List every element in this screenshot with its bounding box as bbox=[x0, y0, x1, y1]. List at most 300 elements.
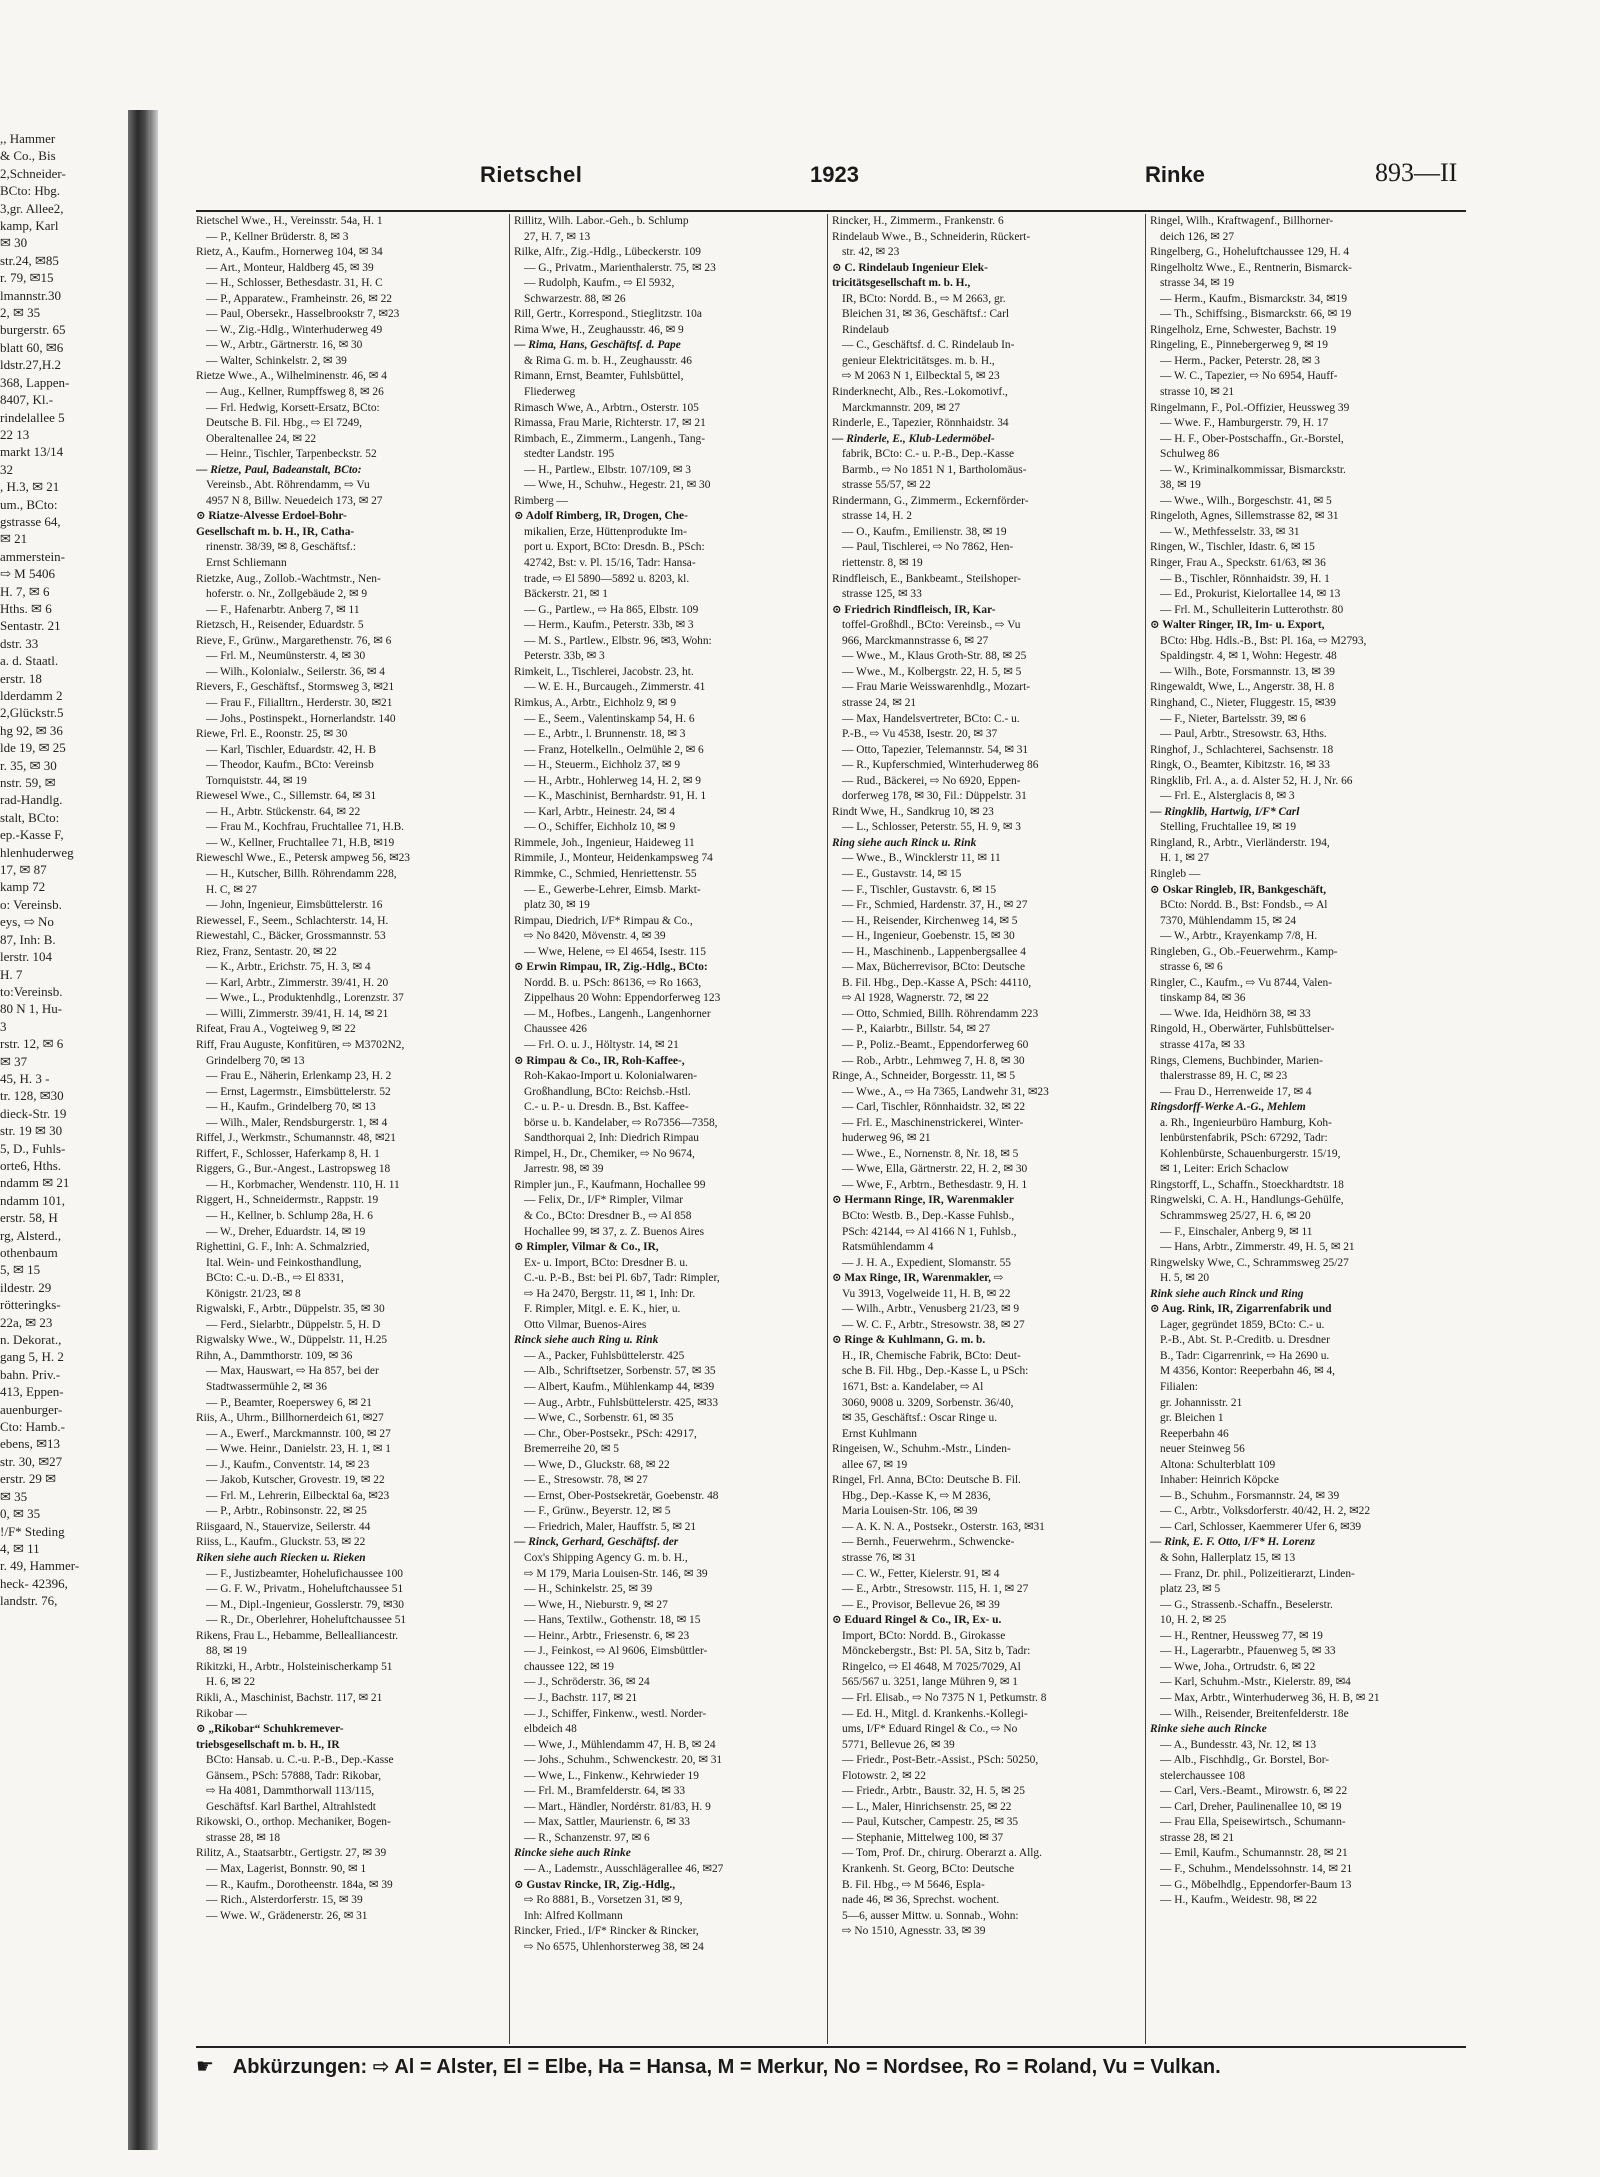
directory-entry-line: Rillitz, Wilh. Labor.-Geh., b. Schlump bbox=[514, 215, 689, 227]
directory-entry-line: ⊙ Gustav Rincke, IR, Zig.-Hdlg., bbox=[514, 1878, 676, 1891]
directory-entry-line: str. 42, ✉ 23 bbox=[842, 246, 900, 259]
directory-entry-line: — F., Tischler, Gustavstr. 6, ✉ 15 bbox=[842, 883, 997, 896]
directory-entry-line: Kohlenbürste, Schauenburgerstr. 15/19, bbox=[1160, 1147, 1341, 1160]
directory-entry-line: P.-B., Abt. St. P.-Creditb. u. Dresdner bbox=[1160, 1334, 1330, 1347]
previous-page-line-fragment: erstr. 29 ✉ bbox=[0, 1471, 57, 1487]
directory-entry-line: — Aug., Kellner, Rumpffsweg 8, ✉ 26 bbox=[206, 386, 384, 399]
directory-entry-line: — Rinderle, E., Klub-Ledermöbel- bbox=[832, 432, 995, 445]
directory-entry-line: — Frl. O. u. J., Höltystr. 14, ✉ 21 bbox=[524, 1038, 679, 1051]
directory-entry-line: — Frl. E., Maschinenstrickerei, Winter- bbox=[842, 1116, 1024, 1129]
directory-entry-line: Bleichen 31, ✉ 36, Geschäftsf.: Carl bbox=[842, 308, 1010, 321]
directory-entry-line: — Franz, Hotelkelln., Oelmühle 2, ✉ 6 bbox=[524, 743, 704, 756]
previous-page-line-fragment: 2,Schneider- bbox=[0, 165, 66, 181]
directory-entry-line: — F., Hafenarbtr. Anberg 7, ✉ 11 bbox=[206, 603, 360, 616]
directory-entry-line: & Rima G. m. b. H., Zeughausstr. 46 bbox=[524, 354, 693, 367]
directory-entry-line: strasse 125, ✉ 33 bbox=[842, 588, 922, 601]
directory-entry-line: — Herm., Packer, Peterstr. 28, ✉ 3 bbox=[1160, 354, 1320, 367]
previous-page-line-fragment: BCto: Hbg. bbox=[0, 183, 60, 199]
directory-entry-line: — Rob., Arbtr., Lehmweg 7, H. 8, ✉ 30 bbox=[842, 1054, 1025, 1067]
directory-entry-line: — Johs., Postinspekt., Hornerlandstr. 140 bbox=[206, 712, 396, 725]
directory-entry-line: Ratsmühlendamm 4 bbox=[842, 1241, 934, 1254]
directory-entry-line: strasse 14, H. 2 bbox=[842, 510, 912, 523]
directory-entry-line: PSch: 42144, ⇨ Al 4166 N 1, Fuhlsb., bbox=[842, 1225, 1017, 1238]
directory-entry-line: Oberaltenallee 24, ✉ 22 bbox=[206, 432, 317, 445]
directory-entry-line: Rincker, H., Zimmerm., Frankenstr. 6 bbox=[832, 215, 1004, 227]
directory-entry-line: Großhandlung, BCto: Reichsb.-Hstl. bbox=[524, 1085, 691, 1098]
previous-page-line-fragment: r. 35, ✉ 30 bbox=[0, 757, 57, 773]
header-year: 1923 bbox=[810, 162, 859, 187]
directory-entry-line: — Ernst, Lagermstr., Eimsbüttelerstr. 52 bbox=[206, 1085, 391, 1098]
previous-page-line-fragment: lde 19, ✉ 25 bbox=[0, 740, 66, 756]
directory-entry-line: — Frau Marie Weisswarenhdlg., Mozart- bbox=[842, 681, 1031, 694]
directory-entry-line: — Ed., Prokurist, Kielortallee 14, ✉ 13 bbox=[1160, 588, 1341, 601]
directory-entry-line: — C. W., Fetter, Kielerstr. 91, ✉ 4 bbox=[842, 1567, 1000, 1580]
previous-page-line-fragment: 45, H. 3 - bbox=[0, 1070, 50, 1086]
directory-entry-line: — Frl. M., Neumünsterstr. 4, ✉ 30 bbox=[206, 650, 366, 663]
directory-entry-line: Rikens, Frau L., Hebamme, Bellealliancestr. bbox=[196, 1629, 399, 1642]
previous-page-line-fragment: rstr. 12, ✉ 6 bbox=[0, 1036, 64, 1052]
previous-page-line-fragment: 87, Inh: B. bbox=[0, 931, 56, 947]
directory-entry-line: — H., Rentner, Heussweg 77, ✉ 19 bbox=[1160, 1629, 1323, 1642]
directory-entry-line: — Ferd., Sielarbtr., Düppelstr. 5, H. D bbox=[206, 1318, 381, 1331]
directory-entry-line: — Rietze, Paul, Badeanstalt, BCto: bbox=[196, 463, 362, 476]
previous-page-line-fragment: Cto: Hamb.- bbox=[0, 1419, 65, 1435]
directory-entry-line: B., Tadr: Cigarrenrink, ⇨ Ha 2690 u. bbox=[1160, 1349, 1330, 1362]
previous-page-line-fragment: kamp, Karl bbox=[0, 218, 59, 234]
previous-page-line-fragment: heck- 42396, bbox=[0, 1575, 68, 1591]
directory-entry-line: Riff, Frau Auguste, Konfitüren, ⇨ M3702N2, bbox=[196, 1038, 405, 1051]
directory-entry-line: mikalien, Erze, Hüttenprodukte Im- bbox=[524, 525, 687, 538]
directory-entry-line: — Max, Handelsvertreter, BCto: C.- u. bbox=[842, 712, 1020, 725]
previous-page-line-fragment: ndamm 101, bbox=[0, 1192, 65, 1208]
directory-entry-line: — K., Arbtr., Erichstr. 75, H. 3, ✉ 4 bbox=[206, 961, 371, 974]
previous-page-line-fragment: kamp 72 bbox=[0, 879, 46, 895]
directory-entry-line: Rimann, Ernst, Beamter, Fuhlsbüttel, bbox=[514, 370, 684, 383]
directory-entry-line: Riiss, L., Kaufm., Gluckstr. 53, ✉ 22 bbox=[196, 1536, 366, 1549]
directory-entry-line: — Ringklib, Hartwig, I/F* Carl bbox=[1150, 805, 1300, 818]
directory-entry-line: — Max, Arbtr., Winterhuderweg 36, H. B, ✉ 21 bbox=[1160, 1691, 1380, 1704]
directory-entry-line: H. C, ✉ 27 bbox=[206, 883, 257, 896]
directory-entry-line: Import, BCto: Nordd. B., Girokasse bbox=[842, 1629, 1006, 1642]
directory-entry-line: Rill, Gertr., Korrespond., Stieglitzstr. 10a bbox=[514, 308, 702, 321]
previous-page-line-fragment: Hths. ✉ 6 bbox=[0, 600, 52, 616]
directory-entry-line: Schrammsweg 25/27, H. 6, ✉ 20 bbox=[1160, 1210, 1311, 1222]
directory-entry-line: — Karl, Arbtr., Heinestr. 24, ✉ 4 bbox=[524, 805, 675, 818]
directory-entry-line: Rigwalski, F., Arbtr., Düppelstr. 35, ✉ 30 bbox=[196, 1303, 385, 1316]
directory-entry-line: Rikitzki, H., Arbtr., Holsteinischerkamp 51 bbox=[196, 1660, 393, 1673]
directory-entry-line: Ringsdorff-Werke A.-G., Mehlem bbox=[1150, 1101, 1306, 1114]
directory-entry-line: Rihn, A., Dammthorstr. 109, ✉ 36 bbox=[196, 1349, 353, 1362]
directory-entry-line: — Wilh., Bote, Forsmannstr. 13, ✉ 39 bbox=[1160, 665, 1335, 678]
previous-page-line-fragment: tr. 128, ✉30 bbox=[0, 1088, 64, 1104]
directory-entry-line: — Hans, Textilw., Gothenstr. 18, ✉ 15 bbox=[524, 1614, 701, 1627]
abbreviations-footer bbox=[196, 2054, 1466, 2084]
directory-entry-line: ⊙ C. Rindelaub Ingenieur Elek- bbox=[832, 261, 988, 274]
directory-entry-line: — P., Kellner Brüderstr. 8, ✉ 3 bbox=[206, 230, 349, 243]
directory-entry-line: Ringel, Frl. Anna, BCto: Deutsche B. Fil. bbox=[832, 1474, 1021, 1487]
header-right-keyword: Rinke bbox=[1145, 162, 1205, 187]
directory-entry-line: Rieweschl Wwe., E., Petersk ampweg 56, ✉23 bbox=[196, 852, 411, 865]
directory-entry-line: IR, BCto: Nordd. B., ⇨ M 2663, gr. bbox=[842, 292, 1006, 305]
directory-entry-line: Riewesel Wwe., C., Sillemstr. 64, ✉ 31 bbox=[196, 790, 377, 803]
directory-entry-line: — C., Arbtr., Volksdorferstr. 40/42, H. 2, ✉22 bbox=[1160, 1505, 1371, 1518]
previous-page-line-fragment: ildestr. 29 bbox=[0, 1279, 52, 1295]
directory-entry-line: — Max, Lagerist, Bonnstr. 90, ✉ 1 bbox=[206, 1862, 367, 1875]
directory-entry-line: ⇨ Al 1928, Wagnerstr. 72, ✉ 22 bbox=[842, 992, 989, 1005]
directory-entry-line: — W., Kriminalkommissar, Bismarckstr. bbox=[1160, 463, 1346, 476]
directory-entry-line: — Wilh., Arbtr., Venusberg 21/23, ✉ 9 bbox=[842, 1303, 1020, 1316]
previous-page-line-fragment: erstr. 58, H bbox=[0, 1210, 58, 1226]
directory-entry-line: 565/567 u. 3251, lange Mühren 9, ✉ 1 bbox=[842, 1676, 1018, 1689]
directory-entry-line: Rimkeit, L., Tischlerei, Jacobstr. 23, ht. bbox=[514, 665, 694, 678]
directory-entry-line: — Wwe, J., Mühlendamm 47, H. B, ✉ 24 bbox=[524, 1738, 716, 1751]
directory-entry-line: ⇨ Ro 8881, B., Vorsetzen 31, ✉ 9, bbox=[524, 1894, 683, 1907]
directory-entry-line: Jarrestr. 98, ✉ 39 bbox=[524, 1163, 604, 1176]
directory-entry-line: — H., Arbtr., Hohlerweg 14, H. 2, ✉ 9 bbox=[524, 774, 701, 787]
previous-page-line-fragment: 368, Lappen- bbox=[0, 374, 70, 390]
directory-entry-line: deich 126, ✉ 27 bbox=[1160, 230, 1235, 243]
directory-entry-line: riettenstr. 8, ✉ 19 bbox=[842, 557, 923, 570]
previous-page-line-fragment: burgerstr. 65 bbox=[0, 322, 66, 338]
directory-entry-line: Ringler, C., Kaufm., ⇨ Vu 8744, Valen- bbox=[1150, 976, 1332, 989]
directory-entry-line: — E., Provisor, Bellevue 26, ✉ 39 bbox=[842, 1598, 1000, 1611]
directory-entry-line: — H., Schinkelstr. 25, ✉ 39 bbox=[524, 1583, 653, 1596]
column-divider bbox=[1145, 214, 1146, 2044]
directory-entry-line: — R., Dr., Oberlehrer, Hoheluftchaussee 51 bbox=[206, 1614, 407, 1627]
directory-entry-line: — Theodor, Kaufm., BCto: Vereinsb bbox=[206, 759, 374, 772]
directory-entry-line: tinskamp 84, ✉ 36 bbox=[1160, 992, 1246, 1005]
directory-entry-line: ⊙ Aug. Rink, IR, Zigarrenfabrik und bbox=[1150, 1303, 1332, 1316]
previous-page-line-fragment: rindelallee 5 bbox=[0, 409, 65, 425]
directory-entry-line: Rindt Wwe, H., Sandkrug 10, ✉ 23 bbox=[832, 805, 994, 818]
directory-entry-line: — Frau E., Näherin, Erlenkamp 23, H. 2 bbox=[206, 1070, 392, 1083]
previous-page-line-fragment: lmannstr.30 bbox=[0, 287, 62, 303]
directory-entry-line: — Frl. E., Alsterglacis 8, ✉ 3 bbox=[1160, 790, 1295, 803]
directory-entry-line: Altona: Schulterblatt 109 bbox=[1160, 1458, 1276, 1471]
directory-entry-line: — Mart., Händler, Nordérstr. 81/83, H. 9 bbox=[524, 1800, 711, 1813]
directory-entry-line: ⊙ Rimpau & Co., IR, Roh-Kaffee-, bbox=[514, 1054, 685, 1067]
directory-entry-line: Ringel, Wilh., Kraftwagenf., Billhorner- bbox=[1150, 215, 1334, 227]
directory-entry-line: Ringstorff, L., Schaffn., Stoeckhardtstr. 18 bbox=[1150, 1178, 1344, 1191]
directory-entry-line: Rigwalsky Wwe., W., Düppelstr. 11, H.25 bbox=[196, 1334, 388, 1347]
column-1 bbox=[196, 214, 502, 2044]
directory-entry-line: — Wwe., A., ⇨ Ha 7365, Landwehr 31, ✉23 bbox=[842, 1085, 1049, 1098]
directory-entry-line: — Friedr., Arbtr., Baustr. 32, H. 5, ✉ 25 bbox=[842, 1785, 1025, 1798]
column-3 bbox=[832, 214, 1138, 2044]
directory-entry-line: C.- u. P.- u. Dresdn. B., Bst. Kaffee- bbox=[524, 1101, 689, 1114]
directory-entry-line: ⇨ No 1510, Agnesstr. 33, ✉ 39 bbox=[842, 1925, 986, 1938]
directory-entry-line: Königstr. 21/23, ✉ 8 bbox=[206, 1287, 301, 1300]
directory-entry-line: Schwarzestr. 88, ✉ 26 bbox=[524, 292, 626, 305]
directory-entry-line: Rietschel Wwe., H., Vereinsstr. 54a, H. 1 bbox=[196, 215, 383, 227]
directory-entry-line: 4957 N 8, Billw. Neuedeich 173, ✉ 27 bbox=[206, 494, 383, 507]
directory-entry-line: ⇨ No 8420, Mövenstr. 4, ✉ 39 bbox=[524, 930, 666, 943]
directory-entry-line: Rimassa, Frau Marie, Richterstr. 17, ✉ 21 bbox=[514, 417, 706, 430]
directory-entry-line: — Hans, Arbtr., Zimmerstr. 49, H. 5, ✉ 21 bbox=[1160, 1241, 1355, 1254]
previous-page-line-fragment: 0, ✉ 35 bbox=[0, 1506, 41, 1522]
directory-entry-line: Ringelmann, F., Pol.-Offizier, Heussweg 39 bbox=[1150, 401, 1350, 414]
directory-entry-line: — Carl, Vers.-Beamt., Mirowstr. 6, ✉ 22 bbox=[1160, 1785, 1348, 1798]
previous-page-line-fragment: 3 bbox=[0, 1018, 7, 1034]
directory-entry-line: port u. Export, BCto: Dresdn. B., PSch: bbox=[524, 541, 705, 554]
header-left-keyword: Rietschel bbox=[480, 162, 583, 187]
directory-entry-line: ums, I/F* Eduard Ringel & Co., ⇨ No bbox=[842, 1723, 1018, 1736]
directory-entry-line: ⊙ Friedrich Rindfleisch, IR, Kar- bbox=[832, 603, 996, 616]
directory-entry-line: BCto: Hansab. u. C.-u. P.-B., Dep.-Kasse bbox=[206, 1754, 394, 1767]
directory-entry-line: — J., Kaufm., Conventstr. 14, ✉ 23 bbox=[206, 1458, 370, 1471]
directory-entry-line: H. 5, ✉ 20 bbox=[1160, 1272, 1210, 1285]
directory-entry-line: — H., Kaufm., Grindelberg 70, ✉ 13 bbox=[206, 1101, 376, 1114]
directory-entry-line: — Alb., Fischhdlg., Gr. Borstel, Bor- bbox=[1160, 1754, 1330, 1767]
directory-entry-line: 966, Marckmannstrasse 6, ✉ 27 bbox=[842, 634, 989, 647]
directory-entry-line: — H., Reisender, Kirchenweg 14, ✉ 5 bbox=[842, 914, 1018, 927]
previous-page-line-fragment: lerstr. 104 bbox=[0, 949, 52, 965]
directory-entry-line: — G., Strassenb.-Schaffn., Beselerstr. bbox=[1160, 1598, 1333, 1611]
directory-entry-line: — E., Arbtr., l. Brunnenstr. 18, ✉ 3 bbox=[524, 728, 686, 741]
directory-entry-line: — Art., Monteur, Haldberg 45, ✉ 39 bbox=[206, 261, 374, 274]
previous-page-line-fragment: ldstr.27,H.2 bbox=[0, 357, 62, 373]
directory-entry-line: — Wilh., Kolonialw., Seilerstr. 36, ✉ 4 bbox=[206, 665, 385, 678]
directory-entry-line: — L., Schlosser, Peterstr. 55, H. 9, ✉ 3 bbox=[842, 821, 1021, 834]
directory-entry-line: — Wwe., Wilh., Borgeschstr. 41, ✉ 5 bbox=[1160, 494, 1332, 507]
directory-entry-line: — R., Kupferschmied, Winterhuderweg 86 bbox=[842, 759, 1039, 772]
directory-entry-line: Ringelco, ⇨ El 4648, M 7025/7029, Al bbox=[842, 1660, 1021, 1673]
directory-entry-line: — H., Arbtr. Stückenstr. 64, ✉ 22 bbox=[206, 805, 361, 818]
directory-entry-line: Ringhand, C., Nieter, Fluggestr. 15, ✉39 bbox=[1150, 696, 1336, 709]
abbreviations-text: Abkürzungen: ⇨ Al = Alster, El = Elbe, Ha = Hansa, M = Merkur, No = Nordsee, Ro = Roland, Vu = Vulkan. bbox=[232, 2056, 1221, 2078]
directory-entry-line: — Tom, Prof. Dr., chirurg. Oberarzt a. Allg. bbox=[842, 1847, 1042, 1860]
directory-entry-line: — Bernh., Feuerwehrm., Schwencke- bbox=[842, 1536, 1015, 1549]
directory-entry-line: — H., Lagerarbtr., Pfauenweg 5, ✉ 33 bbox=[1160, 1645, 1336, 1658]
directory-entry-line: — Emil, Kaufm., Schumannstr. 28, ✉ 21 bbox=[1160, 1847, 1348, 1860]
directory-entry-line: fabrik, BCto: C.- u. P.-B., Dep.-Kasse bbox=[842, 448, 1015, 461]
directory-entry-line: Ringelberg, G., Hoheluftchaussee 129, H. 4 bbox=[1150, 246, 1350, 259]
directory-entry-line: — A., Ewerf., Marckmannstr. 100, ✉ 27 bbox=[206, 1427, 391, 1440]
directory-entry-line: Rikobar — bbox=[196, 1707, 247, 1720]
directory-entry-line: genieur Elektricitätsges. m. b. H., bbox=[842, 354, 995, 367]
directory-entry-line: — Otto, Tapezier, Telemannstr. 54, ✉ 31 bbox=[842, 743, 1029, 756]
previous-page-line-fragment: a. d. Staatl. bbox=[0, 653, 59, 669]
footer-rule bbox=[196, 2046, 1466, 2048]
directory-entry-line: Ringland, R., Arbtr., Vierländerstr. 194, bbox=[1150, 836, 1330, 849]
directory-entry-line: Bremerreihe 20, ✉ 5 bbox=[524, 1443, 619, 1456]
directory-entry-line: Ringklib, Frl. A., a. d. Alster 52, H. J, Nr. 66 bbox=[1150, 774, 1353, 787]
directory-entry-line: BCto: Westb. B., Dep.-Kasse Fuhlsb., bbox=[842, 1210, 1015, 1222]
directory-entry-line: Ringwelski, C. A. H., Handlungs-Gehülfe, bbox=[1150, 1194, 1344, 1207]
directory-entry-line: Rievers, F., Geschäftsf., Stormsweg 3, ✉21 bbox=[196, 681, 395, 694]
directory-entry-line: Flotowstr. 2, ✉ 22 bbox=[842, 1769, 926, 1782]
directory-entry-line: Ringwelsky Wwe, C., Schrammsweg 25/27 bbox=[1150, 1256, 1349, 1269]
directory-entry-line: — Ernst, Ober-Postsekretär, Goebenstr. 48 bbox=[524, 1489, 719, 1502]
directory-entry-line: Fliederweg bbox=[524, 386, 576, 399]
directory-entry-line: strasse 28, ✉ 18 bbox=[206, 1831, 281, 1844]
directory-entry-line: — Johs., Schuhm., Schwenckestr. 20, ✉ 31 bbox=[524, 1754, 723, 1767]
directory-entry-line: Zippelhaus 20 Wohn: Eppendorferweg 123 bbox=[524, 992, 721, 1005]
directory-entry-line: BCto: Hbg. Hdls.-B., Bst: Pl. 16a, ⇨ M2793, bbox=[1160, 634, 1367, 647]
directory-entry-line: — Wwe, Joha., Ortrudstr. 6, ✉ 22 bbox=[1160, 1660, 1316, 1673]
directory-entry-line: — Rima, Hans, Geschäftsf. d. Pape bbox=[514, 339, 681, 352]
previous-page-line-fragment: n. Dekorat., bbox=[0, 1332, 62, 1348]
previous-page-line-fragment: ammerstein- bbox=[0, 548, 65, 564]
directory-entry-line: F. Rimpler, Mitgl. e. E. K., hier, u. bbox=[524, 1303, 681, 1316]
directory-entry-line: — W., Zig.-Hdlg., Winterhuderweg 49 bbox=[206, 323, 383, 336]
book-gutter bbox=[128, 110, 152, 2150]
directory-entry-line: — Karl, Schuhm.-Mstr., Kielerstr. 89, ✉4 bbox=[1160, 1676, 1351, 1689]
directory-entry-line: Riez, Franz, Sentastr. 20, ✉ 22 bbox=[196, 945, 337, 958]
directory-entry-line: — P., Kaiarbtr., Billstr. 54, ✉ 27 bbox=[842, 1023, 991, 1036]
directory-entry-line: — Frau F., Filialltrn., Herderstr. 30, ✉21 bbox=[206, 696, 393, 709]
directory-entry-line: elbdeich 48 bbox=[524, 1723, 577, 1736]
directory-entry-line: triebsgesellschaft m. b. H., IR bbox=[196, 1738, 340, 1751]
directory-entry-line: — O., Kaufm., Emilienstr. 38, ✉ 19 bbox=[842, 525, 1007, 538]
directory-entry-line: — R., Schanzenstr. 97, ✉ 6 bbox=[524, 1831, 650, 1844]
directory-entry-line: Riis, A., Uhrm., Billhornerdeich 61, ✉27 bbox=[196, 1412, 384, 1425]
directory-entry-line: tricitätsgesellschaft m. b. H., bbox=[832, 277, 971, 290]
directory-entry-line: — Alb., Schriftsetzer, Sorbenstr. 57, ✉ 35 bbox=[524, 1365, 716, 1378]
directory-entry-line: a. Rh., Ingenieurbüro Hamburg, Koh- bbox=[1160, 1116, 1332, 1129]
directory-entry-line: ⊙ Riatze-Alvesse Erdoel-Bohr- bbox=[196, 510, 347, 523]
directory-entry-line: rinenstr. 38/39, ✉ 8, Geschäftsf.: bbox=[206, 541, 357, 554]
directory-entry-line: Schulweg 86 bbox=[1160, 448, 1220, 461]
directory-entry-line: — Wilh., Reisender, Breitenfelderstr. 18e bbox=[1160, 1707, 1349, 1720]
previous-page-line-fragment: & Co., Bis bbox=[0, 148, 56, 164]
directory-entry-line: Rink siehe auch Rinck und Ring bbox=[1150, 1287, 1304, 1300]
directory-entry-line: — Wwe, D., Gluckstr. 68, ✉ 22 bbox=[524, 1458, 670, 1471]
book-fold bbox=[150, 110, 158, 2150]
directory-entry-line: ⊙ Oskar Ringleb, IR, Bankgeschäft, bbox=[1150, 883, 1327, 896]
directory-entry-line: B. Fil. Hbg., ⇨ M 5646, Espla- bbox=[842, 1878, 985, 1891]
directory-entry-line: Peterstr. 33b, ✉ 3 bbox=[524, 650, 605, 663]
previous-page-line-fragment: 5, D., Fuhls- bbox=[0, 1140, 66, 1156]
directory-entry-line: Ex- u. Import, BCto: Dresdner B. u. bbox=[524, 1256, 688, 1269]
directory-entry-line: — W., Kellner, Fruchtallee 71, H.B, ✉19 bbox=[206, 836, 395, 849]
previous-page-line-fragment: ✉ 21 bbox=[0, 531, 28, 547]
directory-entry-line: Krankenh. St. Georg, BCto: Deutsche bbox=[842, 1862, 1015, 1875]
previous-page-line-fragment: markt 13/14 bbox=[0, 444, 64, 460]
directory-entry-line: 27, H. 7, ✉ 13 bbox=[524, 230, 591, 243]
previous-page-line-fragment: str.24, ✉85 bbox=[0, 252, 59, 268]
directory-entry-line: Ringold, H., Oberwärter, Fuhlsbüttelser- bbox=[1150, 1023, 1335, 1036]
directory-entry-line: trade, ⇨ El 5890—5892 u. 8203, kl. bbox=[524, 572, 690, 585]
directory-entry-line: — Wwe, L., Finkenw., Kehrwieder 19 bbox=[524, 1769, 699, 1782]
directory-entry-line: — Albert, Kaufm., Mühlenkamp 44, ✉39 bbox=[524, 1381, 715, 1394]
directory-entry-line: Rietz, A., Kaufm., Hornerweg 104, ✉ 34 bbox=[196, 246, 383, 259]
directory-entry-line: — H., Ingenieur, Goebenstr. 15, ✉ 30 bbox=[842, 930, 1015, 943]
directory-entry-line: — Friedrich, Maler, Hauffstr. 5, ✉ 21 bbox=[524, 1520, 697, 1533]
previous-page-line-fragment: blatt 60, ✉6 bbox=[0, 339, 64, 355]
directory-entry-line: sche B. Fil. Hbg., Dep.-Kasse L, u PSch: bbox=[842, 1365, 1029, 1378]
directory-entry-line: Riffel, J., Werkmstr., Schumannstr. 48, ✉21 bbox=[196, 1132, 396, 1145]
directory-entry-line: — Walter, Schinkelstr. 2, ✉ 39 bbox=[206, 354, 347, 367]
entry-columns bbox=[196, 214, 1466, 2044]
directory-entry-line: — H. F., Ober-Postschaffn., Gr.-Borstel, bbox=[1160, 432, 1344, 445]
directory-entry-line: — Wwe., M., Klaus Groth-Str. 88, ✉ 25 bbox=[842, 650, 1027, 663]
directory-entry-line: strasse 10, ✉ 21 bbox=[1160, 386, 1235, 399]
directory-entry-line: Filialen: bbox=[1160, 1381, 1198, 1394]
directory-entry-line: Rilitz, A., Staatsarbtr., Gertigstr. 27, ✉ 39 bbox=[196, 1847, 387, 1860]
directory-entry-line: H. 6, ✉ 22 bbox=[206, 1676, 256, 1689]
directory-entry-line: — W. E. H., Burcaugeh., Zimmerstr. 41 bbox=[524, 681, 706, 694]
directory-entry-line: ⊙ Adolf Rimberg, IR, Drogen, Che- bbox=[514, 510, 688, 523]
directory-entry-line: — Frl. Elisab., ⇨ No 7375 N 1, Petkumstr. 8 bbox=[842, 1691, 1047, 1704]
directory-entry-line: Riewestahl, C., Bäcker, Grossmannstr. 53 bbox=[196, 930, 386, 943]
directory-entry-line: — Herm., Kaufm., Bismarckstr. 34, ✉19 bbox=[1160, 292, 1348, 305]
directory-entry-line: Sandthorquai 2, Inh: Diedrich Rimpau bbox=[524, 1132, 699, 1145]
directory-entry-line: Rimkus, A., Arbtr., Eichholz 9, ✉ 9 bbox=[514, 696, 677, 709]
directory-entry-line: Deutsche B. Fil. Hbg., ⇨ El 7249, bbox=[206, 417, 363, 430]
directory-entry-line: Riewe, Frl. E., Roonstr. 25, ✉ 30 bbox=[196, 728, 348, 741]
directory-entry-line: H. 1, ✉ 27 bbox=[1160, 852, 1210, 865]
directory-entry-line: Rindelaub bbox=[842, 323, 889, 336]
directory-entry-line: Rikowski, O., orthop. Mechaniker, Bogen- bbox=[196, 1816, 391, 1829]
directory-entry-line: Mönckebergstr., Bst: Pl. 5A, Sitz b, Tadr: bbox=[842, 1645, 1031, 1658]
previous-page-line-fragment: ✉ 30 bbox=[0, 235, 28, 251]
directory-entry-line: — Wwe, H., Nieburstr. 9, ✉ 27 bbox=[524, 1598, 668, 1611]
directory-entry-line: — Frl. M., Lehrerin, Eilbecktal 6a, ✉23 bbox=[206, 1489, 390, 1502]
directory-entry-line: — Max, Hauswart, ⇨ Ha 857, bei der bbox=[206, 1365, 379, 1378]
directory-entry-line: — Paul, Obersekr., Hasselbrookstr 7, ✉23 bbox=[206, 308, 400, 321]
previous-page-line-fragment: rg, Alsterd., bbox=[0, 1227, 62, 1243]
directory-entry-line: — Wwe, Ella, Gärtnerstr. 22, H. 2, ✉ 30 bbox=[842, 1163, 1028, 1176]
previous-page-line-fragment: to:Vereinsb. bbox=[0, 983, 63, 999]
directory-entry-line: — B., Schuhm., Forsmannstr. 24, ✉ 39 bbox=[1160, 1489, 1340, 1502]
directory-entry-line: — Otto, Schmied, Billh. Röhrendamm 223 bbox=[842, 1007, 1039, 1020]
previous-page-line-fragment: auenburger- bbox=[0, 1401, 63, 1417]
header-rule bbox=[196, 210, 1466, 212]
directory-entry-line: — Heinr., Tischler, Tarpenbeckstr. 52 bbox=[206, 448, 377, 461]
previous-page-line-fragment: ✉ 35 bbox=[0, 1488, 28, 1504]
directory-entry-line: Spaldingstr. 4, ✉ 1, Wohn: Hegestr. 48 bbox=[1160, 650, 1337, 663]
previous-page-line-fragment: 80 N 1, Hu- bbox=[0, 1001, 63, 1017]
directory-entry-line: — Carl, Tischler, Rönnhaidstr. 32, ✉ 22 bbox=[842, 1101, 1026, 1114]
directory-entry-line: — A., Bundesstr. 43, Nr. 12, ✉ 13 bbox=[1160, 1738, 1317, 1751]
directory-entry-line: 7370, Mühlendamm 15, ✉ 24 bbox=[1160, 914, 1297, 927]
directory-entry-line: — W., Dreher, Eduardstr. 14, ✉ 19 bbox=[206, 1225, 366, 1238]
directory-entry-line: — Karl, Tischler, Eduardstr. 42, H. B bbox=[206, 743, 377, 756]
directory-entry-line: ✉ 35, Geschäftsf.: Oscar Ringe u. bbox=[842, 1412, 998, 1425]
directory-entry-line: Ringleben, G., Ob.-Feuerwehrm., Kamp- bbox=[1150, 945, 1338, 958]
directory-entry-line: Maria Louisen-Str. 106, ✉ 39 bbox=[842, 1505, 978, 1518]
directory-entry-line: BCto: Nordd. B., Bst: Fondsb., ⇨ Al bbox=[1160, 899, 1328, 912]
previous-page-line-fragment: dstr. 33 bbox=[0, 635, 39, 651]
previous-page-line-fragment: 8407, Kl.- bbox=[0, 392, 54, 408]
directory-entry-line: Righettini, G. F., Inh: A. Schmalzried, bbox=[196, 1241, 370, 1254]
directory-entry-line: — Franz, Dr. phil., Polizeitierarzt, Linden- bbox=[1160, 1567, 1355, 1580]
directory-entry-line: stelerchaussee 108 bbox=[1160, 1769, 1246, 1782]
directory-entry-line: ⊙ Ringe & Kuhlmann, G. m. b. bbox=[832, 1334, 986, 1347]
directory-entry-line: — K., Maschinist, Bernhardstr. 91, H. 1 bbox=[524, 790, 707, 803]
directory-entry-line: B. Fil. Hbg., Dep.-Kasse A, PSch: 44110, bbox=[842, 976, 1032, 989]
previous-page-line-fragment: hg 92, ✉ 36 bbox=[0, 722, 63, 738]
directory-entry-line: lenbürstenfabrik, PSch: 67292, Tadr: bbox=[1160, 1132, 1328, 1145]
directory-entry-line: strasse 6, ✉ 6 bbox=[1160, 961, 1223, 974]
directory-entry-line: Riggers, G., Bur.-Angest., Lastropsweg 18 bbox=[196, 1163, 391, 1176]
directory-entry-line: — B., Tischler, Rönnhaidstr. 39, H. 1 bbox=[1160, 572, 1330, 585]
directory-entry-line: — E., Arbtr., Stresowstr. 115, H. 1, ✉ 27 bbox=[842, 1583, 1029, 1596]
directory-entry-line: Hochallee 99, ✉ 37, z. Z. Buenos Aires bbox=[524, 1225, 705, 1238]
page-header bbox=[180, 158, 1550, 198]
directory-entry-line: gr. Johannisstr. 21 bbox=[1160, 1396, 1243, 1409]
previous-page-line-fragment: eys, ⇨ No bbox=[0, 914, 54, 930]
previous-page-line-fragment: str. 30, ✉27 bbox=[0, 1453, 63, 1469]
directory-entry-line: — Rich., Alsterdorferstr. 15, ✉ 39 bbox=[206, 1894, 363, 1907]
directory-entry-line: — A., Lademstr., Ausschlägerallee 46, ✉27 bbox=[524, 1862, 724, 1875]
directory-entry-line: Rincker, Fried., I/F* Rincker & Rincker, bbox=[514, 1925, 699, 1938]
directory-entry-line: Gänsem., PSch: 57888, Tadr: Rikobar, bbox=[206, 1769, 382, 1782]
directory-entry-line: — P., Apparatew., Framheinstr. 26, ✉ 22 bbox=[206, 292, 392, 305]
directory-entry-line: — F., Grünw., Beyerstr. 12, ✉ 5 bbox=[524, 1505, 671, 1518]
directory-entry-line: 1671, Bst: a. Kandelaber, ⇨ Al bbox=[842, 1381, 984, 1394]
